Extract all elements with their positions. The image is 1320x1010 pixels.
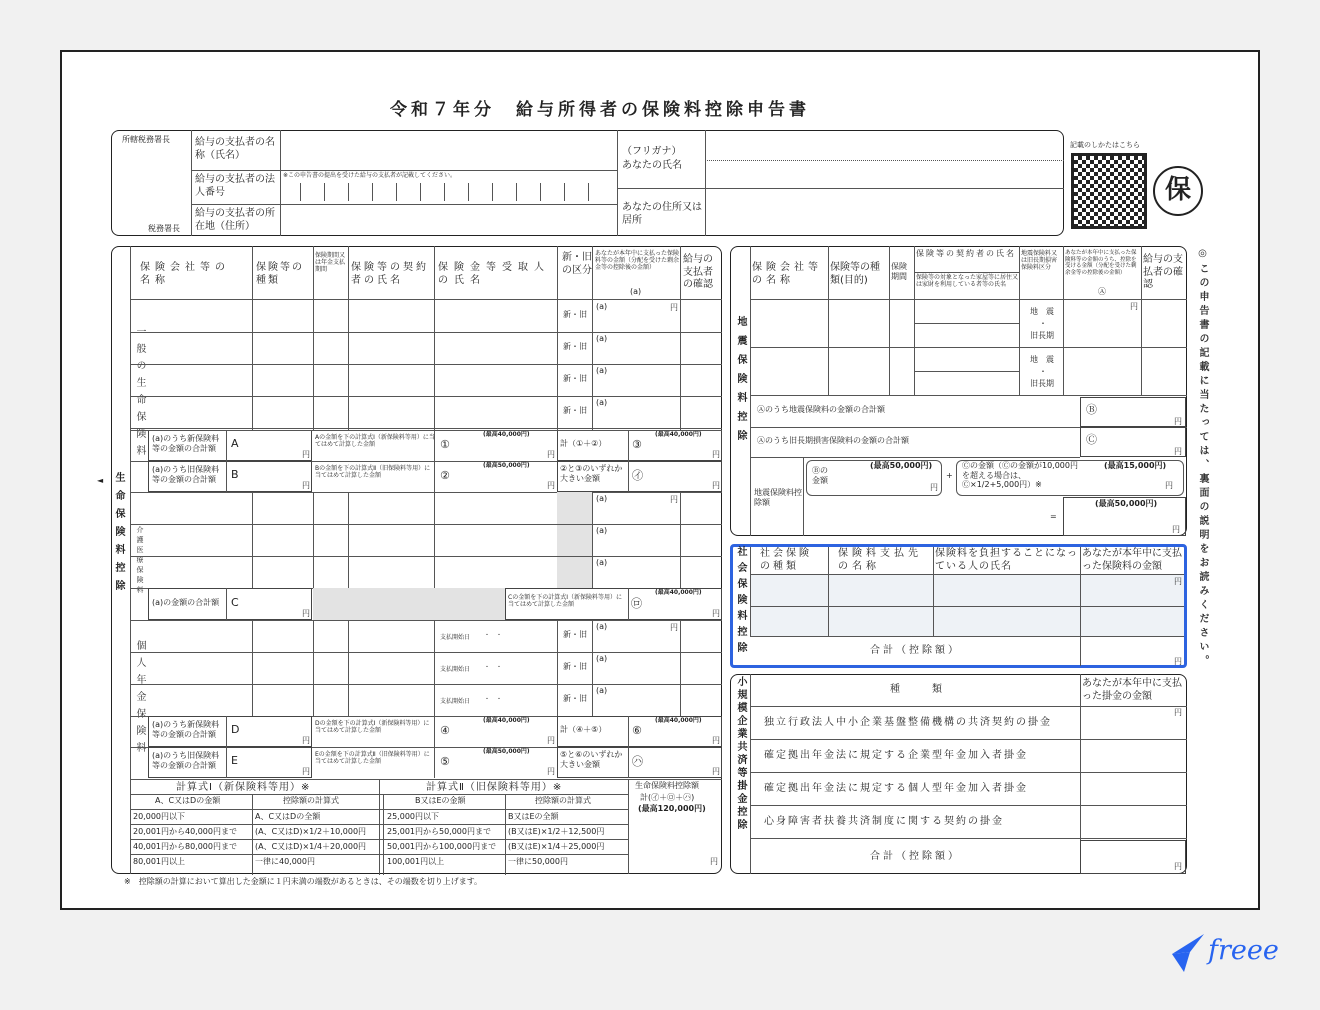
life-general-entry-newold: 新・旧 <box>563 374 587 383</box>
side-note: ◎この申告書の記載に当たっては、裏面の説明をお読みください。 <box>1197 248 1208 669</box>
payer-corp-label: 給与の支払者の法人番号 <box>195 174 275 198</box>
right-yen: 円 <box>712 736 720 745</box>
furigana-label: （フリガナ） <box>622 146 682 157</box>
life-arrow: ◄ <box>97 476 104 485</box>
life-care-row[interactable] <box>252 492 680 524</box>
small-col-amount: あなたが本年中に支払った掛金の金額 <box>1082 678 1182 702</box>
life-general-entry-row[interactable] <box>252 364 680 396</box>
quake-entry-row[interactable] <box>828 347 1141 395</box>
care-amount-a: (a) <box>596 558 608 567</box>
social-col <box>1080 636 1081 666</box>
life-general-label: 一般の生命保険料 <box>134 326 145 462</box>
quake-col-confirm: 給与の支払者の確認 <box>1143 254 1183 290</box>
quake-total-yen: 円 <box>1172 525 1180 534</box>
life-col-divider <box>434 246 435 300</box>
formula1-head1: A、C又はDの金額 <box>155 796 221 805</box>
tax-office-label: 所轄税務署長 <box>122 135 170 144</box>
formula1-calc: 一律に40,000円 <box>255 857 315 866</box>
life-summary-label: (a)のうち旧保険料等の金額の合計額 <box>152 751 220 770</box>
life-c-calc-note: Cの金額を下の計算式Ⅰ（新保険料等用）に当てはめて計算した金額 <box>508 594 622 609</box>
corp-digit-divider <box>492 183 493 201</box>
life-summary-label: (a)のうち旧保険料等の金額の合計額 <box>152 465 220 484</box>
life-total-max: (最高120,000円) <box>638 804 706 813</box>
life-care-label: 介護医療保険料 <box>136 526 144 596</box>
formula2-range: 50,001円から100,000円まで <box>387 842 497 851</box>
life-col-divider <box>680 300 681 430</box>
life-right-label: 計（①＋②） <box>560 439 607 448</box>
formula1-calc: (A、C又はD)×1/4＋20,000円 <box>255 842 367 851</box>
life-general-entry-amount-a: (a) <box>596 302 608 311</box>
life-calc-note: Dの金額を下の計算式Ⅰ（新保険料等用）に当てはめて計算した金額 <box>315 720 430 735</box>
life-right-max: (最高40,000円) <box>655 431 702 438</box>
quake-sub-line <box>914 272 1019 273</box>
formula1-calc: (A、C又はD)×1/2＋10,000円 <box>255 827 367 836</box>
care-amount-a: (a) <box>596 494 608 503</box>
quake-plus: + <box>946 471 953 480</box>
small-yen: 円 <box>1174 708 1182 717</box>
quake-col-kind: 保険等の種類(目的) <box>830 262 880 286</box>
small-col-kind: 種 類 <box>890 684 946 695</box>
quake-kind2: 旧長期 <box>1030 379 1054 388</box>
payer-note: ※この申告書の提出を受けた給与の支払者が記載してください。 <box>283 172 457 179</box>
life-calc-note: Bの金額を下の計算式Ⅱ（旧保険料等用）に当てはめて計算した金額 <box>315 465 431 480</box>
summary-divider <box>226 430 227 461</box>
quake-b-amount-yen: 円 <box>930 483 938 492</box>
social-col-payee: 保険料支払先の名称 <box>838 548 922 572</box>
small-amount-input[interactable] <box>1080 739 1187 772</box>
small-amount-input[interactable] <box>1080 805 1187 838</box>
quake-c-letter: Ⓒ <box>1086 433 1097 446</box>
right-yen: 円 <box>712 481 720 490</box>
quake-c-amount-yen: 円 <box>1165 481 1173 490</box>
social-col-bearer: 保険料を負担することになっている人の氏名 <box>935 548 1078 572</box>
h-rule <box>750 457 1080 458</box>
small-total-box <box>1080 840 1186 874</box>
life-col-contractor: 保険等の契約者の氏名 <box>351 262 429 286</box>
formula1-range: 20,000円以下 <box>133 812 185 821</box>
quake-kind1: 地 震 <box>1030 355 1054 364</box>
c-yen: 円 <box>302 609 310 618</box>
small-amount-input[interactable] <box>1080 772 1187 805</box>
life-pension-entry-newold: 新・旧 <box>563 662 587 671</box>
corp-digit-divider <box>324 183 325 201</box>
quake-row-line <box>750 395 1187 396</box>
quake-total-max: (最高50,000円) <box>1095 499 1158 508</box>
summary-yen: 円 <box>302 450 310 459</box>
life-right-label: ⑤と⑥のいずれか大きい金額 <box>560 750 623 769</box>
formula1-range: 80,001円以上 <box>133 857 185 866</box>
formula-row-line <box>130 809 628 810</box>
life-calc-max: (最高40,000円) <box>483 431 530 438</box>
life-general-entry-newold: 新・旧 <box>563 342 587 351</box>
formula1-calc: A、C又はDの全額 <box>255 812 321 821</box>
life-right-label: 計（④＋⑤） <box>560 725 607 734</box>
calc-yen: 円 <box>547 450 555 459</box>
formula-col <box>252 794 253 875</box>
life-col-divider <box>592 246 593 300</box>
life-col-divider <box>313 246 314 300</box>
quake-kind1: 地 震 <box>1030 307 1054 316</box>
life-care-row[interactable] <box>252 556 680 588</box>
qr-code[interactable] <box>1071 153 1147 229</box>
social-row-line <box>750 636 1184 637</box>
life-footnote: ※ 控除額の計算において算出した金額に１円未満の端数があるときは、その端数を切り上げます。 <box>124 877 483 886</box>
summary-divider <box>226 461 227 492</box>
life-summary-letter: E <box>231 754 238 767</box>
life-col-divider <box>557 246 558 300</box>
life-calc-circle: ② <box>440 469 450 482</box>
corp-digit-divider <box>348 183 349 201</box>
c-divider <box>226 588 227 620</box>
life-c-letter: C <box>231 596 239 609</box>
small-row-label: 独立行政法人中小企業基盤整備機構の共済契約の掛金 <box>764 717 1052 728</box>
formula1-range: 40,001円から80,000円まで <box>133 842 237 851</box>
quake-col-period: 保険期間 <box>891 262 907 281</box>
quake-b-letter: Ⓑ <box>1086 403 1097 416</box>
life-general-entry-amount-a: (a) <box>596 334 608 343</box>
quake-divider <box>803 457 804 536</box>
summary-divider <box>434 716 435 747</box>
corp-digit-divider <box>300 183 301 201</box>
formula1-head2: 控除額の計算式 <box>283 796 339 805</box>
life-calc-max: (最高50,000円) <box>483 462 530 469</box>
life-col-divider <box>680 492 681 588</box>
life-col-amount: あなたが本年中に支払った保険料等の金額（分配を受けた剰余金等の控除後の金額） <box>595 250 680 272</box>
care-yen: 円 <box>670 495 678 504</box>
corp-digit-divider <box>588 183 589 201</box>
small-section-title: 小規模企業共済等掛金控除 <box>735 676 746 832</box>
quake-col-amount: あなたが本年中に支払った保険料等の金額のうち、控除を受ける金額（分配を受けた剰余金等の控除後の金額） <box>1065 250 1137 276</box>
life-pension-entry-dots: ・ ・ <box>484 664 503 671</box>
life-summary-letter: A <box>231 437 239 450</box>
freee-logo <box>1170 928 1290 978</box>
quake-col-amount-a: Ⓐ <box>1098 287 1106 296</box>
formula-split <box>379 779 380 875</box>
small-row-line <box>750 838 1187 839</box>
life-col-amount-a: (a) <box>630 287 642 296</box>
life-pension-entry-dots: ・ ・ <box>484 696 503 703</box>
life-right-circle: ③ <box>632 438 642 451</box>
life-pension-entry-yen: 円 <box>670 623 678 632</box>
care-amount-a: (a) <box>596 526 608 535</box>
summary-divider <box>434 461 435 492</box>
formula2-calc: B又はEの全額 <box>508 812 559 821</box>
calc-yen: 円 <box>547 767 555 776</box>
payer-name-label: 給与の支払者の名称（氏名） <box>195 137 275 161</box>
guide-link[interactable]: 記載のしかたはこちら <box>1070 141 1140 149</box>
quake-kind2: 旧長期 <box>1030 331 1054 340</box>
life-c-max: (最高40,000円) <box>655 589 702 596</box>
calc-yen: 円 <box>547 736 555 745</box>
formula1-title: 計算式Ⅰ（新保険料等用）※ <box>176 782 311 793</box>
formula-row-line <box>130 854 628 855</box>
social-section-title: 社会保険料控除 <box>735 546 746 658</box>
quake-col-company: 保険会社等の名称 <box>752 262 822 286</box>
quake-c-yen: 円 <box>1174 447 1182 456</box>
freee-bird-icon <box>1170 930 1210 974</box>
quake-c-amount: Ⓒの金額（Ⓒの金額が10,000円を超える場合は、Ⓒ×1/2+5,000円）※ <box>962 461 1078 490</box>
life-pension-entry-dots: ・ ・ <box>484 632 503 639</box>
life-general-entry-amount-a: (a) <box>596 366 608 375</box>
calc-yen: 円 <box>547 481 555 490</box>
formula-col <box>505 794 506 875</box>
life-summary-label: (a)のうち新保険料等の金額の合計額 <box>152 720 220 739</box>
formula-row-line <box>130 824 628 825</box>
formula2-calc: 一律に50,000円 <box>508 857 568 866</box>
life-col-kind: 保険等の種類 <box>256 262 304 286</box>
social-entry-row[interactable] <box>750 606 1184 636</box>
life-col-recipient: 保険金等受取人の氏名 <box>438 262 550 286</box>
c-grey-block <box>313 588 505 620</box>
life-pension-entry-amount-a: (a) <box>596 622 608 631</box>
life-total-yen: 円 <box>710 857 718 866</box>
life-general-entry-amount-a: (a) <box>596 398 608 407</box>
quake-eq: = <box>1050 512 1057 521</box>
summary-divider <box>226 747 227 778</box>
summary-divider <box>628 716 629 747</box>
life-calc-max: (最高40,000円) <box>483 717 530 724</box>
right-yen: 円 <box>712 767 720 776</box>
life-right-max: (最高40,000円) <box>655 717 702 724</box>
corp-digit-divider <box>420 183 421 201</box>
life-pension-entry-pay-start: 支払開始日 <box>440 666 471 673</box>
life-pension-entry-newold: 新・旧 <box>563 630 587 639</box>
corp-digit-divider <box>372 183 373 201</box>
summary-divider <box>226 716 227 747</box>
life-calc-note: Aの金額を下の計算式Ⅰ（新保険料等用）に当てはめて計算した金額 <box>315 434 435 449</box>
small-total-yen: 円 <box>1174 862 1182 871</box>
summary-divider <box>434 430 435 461</box>
summary-divider <box>628 430 629 461</box>
small-row-label: 確定拠出年金法に規定する企業型年金加入者掛金 <box>764 750 1028 761</box>
life-calc-max: (最高50,000円) <box>483 748 530 755</box>
life-general-entry-row[interactable] <box>252 300 680 332</box>
corp-digit-divider <box>468 183 469 201</box>
life-pension-entry-amount-a: (a) <box>596 686 608 695</box>
corp-digit-divider <box>444 183 445 201</box>
formula2-range: 25,000円以下 <box>387 812 439 821</box>
life-right-circle: ㋩ <box>632 755 643 768</box>
life-c-label: (a)の金額の合計額 <box>152 598 220 607</box>
quake-entry-row[interactable] <box>828 299 1141 347</box>
formula2-range: 100,001円以上 <box>387 857 445 866</box>
quake-total-label: Ⓐのうち地震保険料の金額の合計額 <box>757 405 885 414</box>
life-pension-entry-pay-start: 支払開始日 <box>440 634 471 641</box>
life-col-confirm: 給与の支払者の確認 <box>683 254 713 290</box>
life-calc-circle: ④ <box>440 724 450 737</box>
quake-yen: 円 <box>1130 302 1138 311</box>
life-calc-circle: ⑤ <box>440 755 450 768</box>
life-general-entry-row[interactable] <box>252 332 680 364</box>
life-col-divider <box>348 246 349 300</box>
corp-digit-divider <box>396 183 397 201</box>
life-summary-letter: B <box>231 468 239 481</box>
life-pension-entry-newold: 新・旧 <box>563 694 587 703</box>
formula2-range: 25,001円から50,000円まで <box>387 827 491 836</box>
life-col-company: 保険会社等の名称 <box>140 262 230 286</box>
life-total-formula: 計(㋑＋㋺＋㋩) <box>640 793 695 802</box>
life-general-entry-row[interactable] <box>252 396 680 428</box>
social-col-amount: あなたが本年中に支払った保険料の金額 <box>1082 548 1182 572</box>
life-col-divider <box>680 246 681 300</box>
social-total-label: 合計（控除額） <box>870 645 961 656</box>
your-name-label: あなたの氏名 <box>622 160 682 171</box>
life-col-newold: 新・旧の区分 <box>562 252 592 276</box>
form-title: 令和７年分 給与所得者の保険料控除申告書 <box>390 100 810 120</box>
quake-max50: (最高50,000円) <box>870 461 933 470</box>
life-general-entry-newold: 新・旧 <box>563 310 587 319</box>
life-c-circle: ㋺ <box>631 597 642 610</box>
summary-divider <box>628 461 629 492</box>
life-general-entry-yen: 円 <box>670 303 678 312</box>
life-section-title: 生命保険料控除 <box>113 472 124 598</box>
quake-col-type: 地震保険料又は旧長期損害保険料区分 <box>1021 250 1058 272</box>
life-right-circle: ㋑ <box>632 469 643 482</box>
life-col-divider <box>680 620 681 716</box>
quake-b-amount: Ⓑの金額 <box>812 466 828 485</box>
summary-divider <box>628 747 629 778</box>
corp-digit-divider <box>540 183 541 201</box>
h-rule <box>130 430 722 431</box>
formula2-calc: (B又はE)×1/4＋25,000円 <box>508 842 605 851</box>
insurance-stamp: 保 <box>1153 166 1203 216</box>
quake-deduction-label: 地震保険料控除額 <box>754 488 802 507</box>
tax-office-suffix: 税務署長 <box>148 224 180 233</box>
life-calc-circle: ① <box>440 438 450 451</box>
life-total-label: 生命保険料控除額 <box>635 781 699 790</box>
formula1-range: 20,001円から40,000円まで <box>133 827 237 836</box>
social-entry-row[interactable] <box>750 574 1184 606</box>
life-right-circle: ⑥ <box>632 724 642 737</box>
quake-b-yen: 円 <box>1174 417 1182 426</box>
social-total-yen: 円 <box>1174 657 1182 666</box>
formula2-head2: 控除額の計算式 <box>535 796 591 805</box>
life-summary-letter: D <box>231 723 240 736</box>
payer-address-label: 給与の支払者の所在地（住所） <box>195 208 275 232</box>
small-amount-input[interactable] <box>1080 706 1187 739</box>
small-row-label: 心身障害者扶養共済制度に関する契約の掛金 <box>764 816 1004 827</box>
summary-yen: 円 <box>302 481 310 490</box>
life-col-divider <box>252 246 253 300</box>
quake-col-target: 保険等の対象となった家屋等に居住又は家財を利用している者等の氏名 <box>916 274 1019 289</box>
quake-section-title: 地震保険料控除 <box>735 316 746 449</box>
formula2-head1: B又はEの金額 <box>415 796 466 805</box>
small-col <box>750 674 751 874</box>
small-total-label: 合計（控除額） <box>870 851 961 862</box>
life-pension-entry-pay-start: 支払開始日 <box>440 698 471 705</box>
formula2-title: 計算式Ⅱ（旧保険料等用）※ <box>426 782 563 793</box>
c-divider <box>628 588 629 620</box>
summary-divider <box>434 747 435 778</box>
life-general-entry-row-line <box>130 428 722 429</box>
life-general-entry-newold: 新・旧 <box>563 406 587 415</box>
formula-col <box>383 794 384 875</box>
small-row-label: 確定拠出年金法に規定する個人型年金加入者掛金 <box>764 783 1028 794</box>
quake-kind-dot: ・ <box>1039 367 1047 376</box>
quake-max15: (最高15,000円) <box>1104 461 1167 470</box>
corp-digit-divider <box>564 183 565 201</box>
quake-col-contractor: 保険等の契約者の氏名 <box>916 249 1016 258</box>
c-calc-yen: 円 <box>712 609 720 618</box>
life-col-period: 保険期間又は年金支払期間 <box>315 252 346 274</box>
freee-wordmark: freee <box>1208 935 1279 966</box>
right-yen: 円 <box>712 450 720 459</box>
quake-old-label: Ⓐのうち旧長期損害保険料の金額の合計額 <box>757 436 909 445</box>
summary-yen: 円 <box>302 767 310 776</box>
life-pension-label: 個人年金保険料 <box>134 640 145 759</box>
formula-row-line <box>130 839 628 840</box>
life-pension-entry-amount-a: (a) <box>596 654 608 663</box>
formula2-calc: (B又はE)×1/2＋12,500円 <box>508 827 605 836</box>
social-col-kind: 社会保険の種類 <box>760 548 812 572</box>
your-address-label: あなたの住所又は居所 <box>622 202 702 226</box>
social-yen: 円 <box>1174 577 1182 586</box>
summary-yen: 円 <box>302 736 310 745</box>
quake-col <box>1141 246 1142 396</box>
quake-kind-dot: ・ <box>1039 319 1047 328</box>
life-right-label: ②と③のいずれか大きい金額 <box>560 464 623 483</box>
life-calc-note: Eの金額を下の計算式Ⅱ（旧保険料等用）に当てはめて計算した金額 <box>315 751 430 766</box>
corp-digit-divider <box>516 183 517 201</box>
life-summary-label: (a)のうち新保険料等の金額の合計額 <box>152 434 220 453</box>
life-care-row[interactable] <box>252 524 680 556</box>
